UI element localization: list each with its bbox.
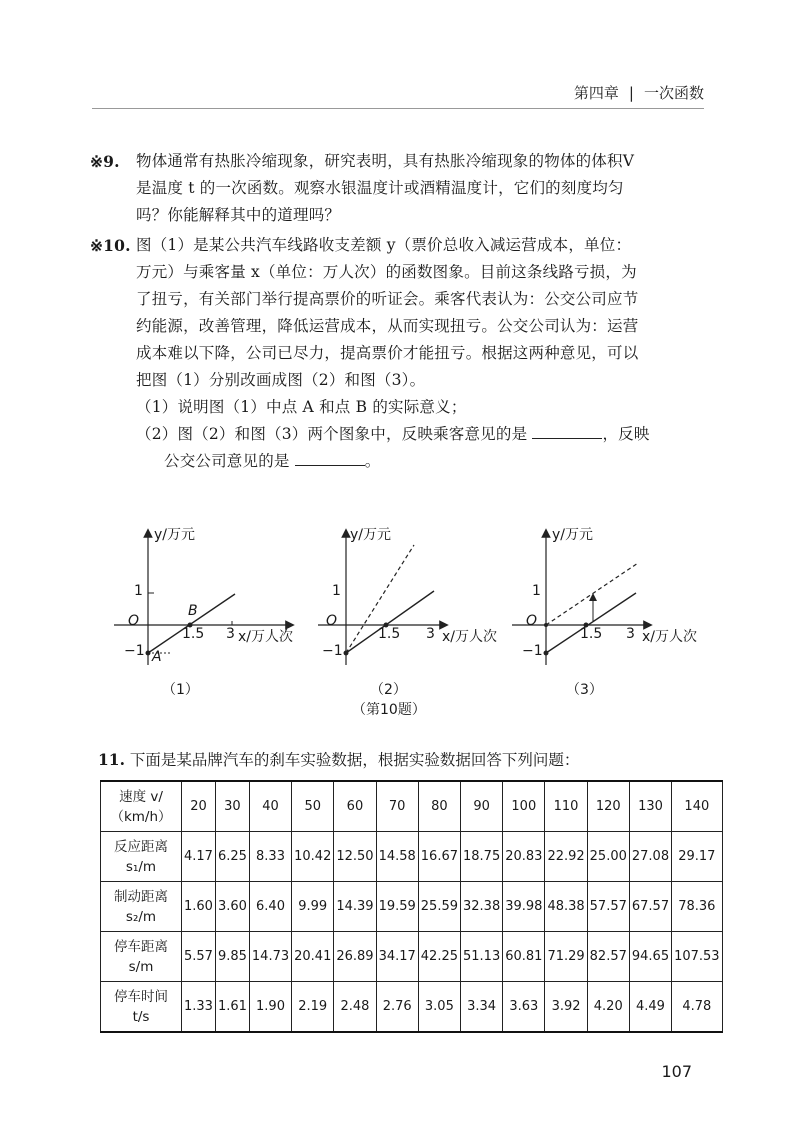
table-cell: 6.40 bbox=[249, 882, 291, 932]
table-cell: 48.38 bbox=[545, 882, 587, 932]
table-cell: 3.05 bbox=[418, 982, 460, 1033]
row-header-line2: s₂/m bbox=[125, 908, 157, 925]
question-9-line: 吗？你能解释其中的道理吗？ bbox=[136, 206, 341, 224]
table-cell: 2.19 bbox=[292, 982, 334, 1033]
table-cell: 18.75 bbox=[461, 832, 503, 882]
table-cell: 26.89 bbox=[334, 932, 376, 982]
tick-label-3: 3 bbox=[426, 626, 435, 642]
answer-blank-company[interactable] bbox=[295, 451, 365, 466]
question-10-sub2-text-b: ，反映 bbox=[602, 425, 650, 443]
point-a-label: A bbox=[152, 649, 162, 665]
question-10-line: 把图（1）分别改画成图（2）和图（3）。 bbox=[136, 371, 426, 389]
table-cell: 29.17 bbox=[672, 832, 723, 882]
table-row-header bbox=[101, 982, 182, 1033]
table-cell: 9.85 bbox=[215, 932, 249, 982]
question-11-text: 下面是某品牌汽车的刹车实验数据，根据实验数据回答下列问题： bbox=[129, 751, 580, 769]
point-b-label: B bbox=[188, 603, 198, 619]
shifted-dashed-line bbox=[546, 563, 638, 625]
table-cell: 3.60 bbox=[215, 882, 249, 932]
question-10-sub1: （1）说明图（1）中点 A 和点 B 的实际意义； bbox=[136, 398, 467, 416]
table-cell: 120 bbox=[587, 781, 629, 832]
tick-label-1: 1 bbox=[134, 583, 143, 599]
answer-blank-passenger[interactable] bbox=[532, 424, 602, 439]
table-cell: 57.57 bbox=[587, 882, 629, 932]
question-10-line: 约能源，改善管理，降低运营成本，从而实现扭亏。公交公司认为：运营 bbox=[136, 317, 639, 335]
question-10-sub2-text-c: 公交公司意见的是 bbox=[164, 452, 290, 470]
table-cell: 94.65 bbox=[629, 932, 671, 982]
table-cell: 1.60 bbox=[182, 882, 216, 932]
table-cell: 4.78 bbox=[672, 982, 723, 1033]
table-cell: 30 bbox=[215, 781, 249, 832]
y-axis-label: y/万元 bbox=[552, 527, 594, 543]
row-header-line1: 反应距离 bbox=[114, 838, 168, 855]
figure-1 bbox=[110, 525, 300, 698]
row-header-line1: 停车距离 bbox=[114, 938, 168, 955]
table-cell: 32.38 bbox=[461, 882, 503, 932]
table-cell: 34.17 bbox=[376, 932, 418, 982]
table-cell: 4.49 bbox=[629, 982, 671, 1033]
table-cell: 2.76 bbox=[376, 982, 418, 1033]
x-axis-label: x/万人次 bbox=[642, 629, 698, 645]
table-row bbox=[101, 882, 723, 932]
figure-3-label: （3） bbox=[566, 682, 603, 698]
question-10-sub2-text-d: 。 bbox=[364, 452, 381, 470]
figure-2 bbox=[314, 525, 504, 718]
table-cell: 78.36 bbox=[672, 882, 723, 932]
row-header-line2: （km/h） bbox=[110, 808, 172, 825]
table-cell: 4.17 bbox=[182, 832, 216, 882]
question-10-line: 成本难以下降，公司已尽力，提高票价才能扭亏。根据这两种意见，可以 bbox=[136, 344, 639, 362]
origin-label: O bbox=[526, 613, 538, 629]
row-header-line1: 制动距离 bbox=[114, 888, 168, 905]
tick-label-1-5: 1.5 bbox=[580, 626, 603, 642]
table-cell: 6.25 bbox=[215, 832, 249, 882]
chapter-label: 第四章 bbox=[573, 84, 619, 102]
original-line bbox=[346, 591, 434, 653]
table-cell: 3.34 bbox=[461, 982, 503, 1033]
table-row-header bbox=[101, 781, 182, 832]
table-row bbox=[101, 982, 723, 1033]
tick-label-neg1: −1 bbox=[322, 643, 343, 659]
table-row bbox=[101, 832, 723, 882]
table-cell: 50 bbox=[292, 781, 334, 832]
question-10-line: 图（1）是某公共汽车线路收支差额 y（票价总收入减运营成本，单位： bbox=[136, 236, 632, 254]
point-origin bbox=[544, 623, 548, 627]
question-11 bbox=[98, 748, 579, 770]
tick-label-1-5: 1.5 bbox=[378, 626, 401, 642]
table-cell: 1.33 bbox=[182, 982, 216, 1033]
table-cell: 40 bbox=[249, 781, 291, 832]
row-header-line2: t/s bbox=[132, 1008, 150, 1025]
table-cell: 1.90 bbox=[249, 982, 291, 1033]
tick-label-1: 1 bbox=[532, 583, 541, 599]
table-cell: 10.42 bbox=[292, 832, 334, 882]
table-row-header bbox=[101, 932, 182, 982]
header-separator: | bbox=[628, 84, 634, 102]
figures-group bbox=[100, 525, 700, 725]
figure-1-label: （1） bbox=[162, 682, 199, 698]
table-cell: 70 bbox=[376, 781, 418, 832]
point-start bbox=[544, 651, 549, 656]
table-row-header bbox=[101, 832, 182, 882]
row-header-line1: 停车时间 bbox=[114, 988, 168, 1005]
figure-caption: （第10题） bbox=[352, 702, 426, 718]
table-cell: 67.57 bbox=[629, 882, 671, 932]
question-9-number: ※9. bbox=[90, 152, 120, 171]
tick-label-neg1: −1 bbox=[522, 643, 543, 659]
table-cell: 9.99 bbox=[292, 882, 334, 932]
table-cell: 42.25 bbox=[418, 932, 460, 982]
table-cell: 82.57 bbox=[587, 932, 629, 982]
x-axis-label: x/万人次 bbox=[238, 629, 294, 645]
table-cell: 12.50 bbox=[334, 832, 376, 882]
question-9-line: 物体通常有热胀冷缩现象，研究表明，具有热胀冷缩现象的物体的体积V bbox=[136, 152, 635, 170]
table-cell: 25.59 bbox=[418, 882, 460, 932]
question-10-sub2-cont bbox=[92, 448, 712, 475]
page-number: 107 bbox=[661, 1062, 692, 1081]
tick-label-3: 3 bbox=[226, 626, 235, 642]
table-cell: 90 bbox=[461, 781, 503, 832]
table-cell: 39.98 bbox=[503, 882, 545, 932]
table-cell: 60.81 bbox=[503, 932, 545, 982]
table-cell: 25.00 bbox=[587, 832, 629, 882]
y-axis-label: y/万元 bbox=[154, 527, 196, 543]
x-axis-label: x/万人次 bbox=[442, 629, 498, 645]
row-header-line1: 速度 v/ bbox=[119, 788, 163, 805]
point-a bbox=[146, 651, 151, 656]
question-11-number: 11. bbox=[98, 750, 125, 769]
origin-label: O bbox=[326, 613, 338, 629]
table-cell: 20.41 bbox=[292, 932, 334, 982]
table-cell: 20 bbox=[182, 781, 216, 832]
table-cell: 14.73 bbox=[249, 932, 291, 982]
table-cell: 5.57 bbox=[182, 932, 216, 982]
table-cell: 140 bbox=[672, 781, 723, 832]
table-cell: 60 bbox=[334, 781, 376, 832]
table-row bbox=[101, 781, 723, 832]
question-9 bbox=[92, 148, 712, 229]
question-10-sub2-text: （2）图（2）和图（3）两个图象中，反映乘客意见的是 bbox=[136, 425, 528, 443]
table-cell: 110 bbox=[545, 781, 587, 832]
tick-label-3: 3 bbox=[626, 626, 635, 642]
point-start bbox=[344, 651, 349, 656]
table-row bbox=[101, 932, 723, 982]
tick-label-1-5: 1.5 bbox=[182, 626, 205, 642]
table-cell: 130 bbox=[629, 781, 671, 832]
table-cell: 1.61 bbox=[215, 982, 249, 1033]
tick-label-neg1: −1 bbox=[124, 643, 145, 659]
table-cell: 2.48 bbox=[334, 982, 376, 1033]
question-10-line: 了扭亏，有关部门举行提高票价的听证会。乘客代表认为：公交公司应节 bbox=[136, 290, 639, 308]
header-rule bbox=[92, 108, 704, 109]
braking-data-table bbox=[100, 780, 723, 1033]
question-9-line: 是温度 t 的一次函数。观察水银温度计或酒精温度计，它们的刻度均匀 bbox=[136, 179, 624, 197]
table-cell: 71.29 bbox=[545, 932, 587, 982]
tick-label-1: 1 bbox=[332, 583, 341, 599]
y-axis-label: y/万元 bbox=[350, 527, 392, 543]
table-cell: 14.39 bbox=[334, 882, 376, 932]
table-cell: 107.53 bbox=[672, 932, 723, 982]
row-header-line2: s/m bbox=[128, 958, 154, 975]
table-cell: 3.63 bbox=[503, 982, 545, 1033]
table-cell: 8.33 bbox=[249, 832, 291, 882]
table-cell: 100 bbox=[503, 781, 545, 832]
table-cell: 14.58 bbox=[376, 832, 418, 882]
origin-label: O bbox=[128, 613, 140, 629]
figure-3 bbox=[508, 525, 698, 698]
table-cell: 51.13 bbox=[461, 932, 503, 982]
figure-2-label: （2） bbox=[370, 682, 407, 698]
table-cell: 19.59 bbox=[376, 882, 418, 932]
table-cell: 27.08 bbox=[629, 832, 671, 882]
table-cell: 20.83 bbox=[503, 832, 545, 882]
table-row-header bbox=[101, 882, 182, 932]
table-cell: 3.92 bbox=[545, 982, 587, 1033]
table-cell: 4.20 bbox=[587, 982, 629, 1033]
row-header-line2: s₁/m bbox=[125, 858, 157, 875]
question-10-sub2 bbox=[92, 421, 712, 448]
chapter-title: 一次函数 bbox=[643, 84, 704, 102]
table-cell: 16.67 bbox=[418, 832, 460, 882]
question-10-number: ※10. bbox=[90, 236, 131, 255]
question-10 bbox=[92, 232, 712, 475]
original-line bbox=[546, 593, 636, 653]
table-cell: 80 bbox=[418, 781, 460, 832]
table-cell: 22.92 bbox=[545, 832, 587, 882]
question-10-line: 万元）与乘客量 x（单位：万人次）的函数图象。目前这条线路亏损，为 bbox=[136, 263, 637, 281]
running-header bbox=[574, 82, 704, 103]
